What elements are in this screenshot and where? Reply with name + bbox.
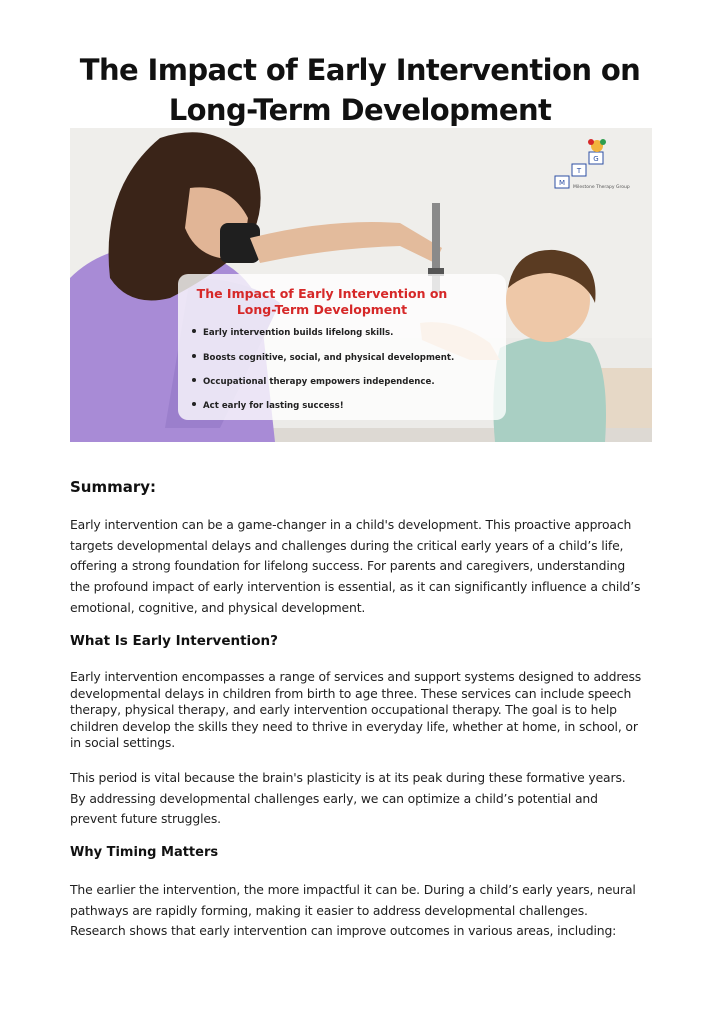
logo-caption: Milestone Therapy Group (573, 185, 630, 190)
card-bullet-4: Act early for lasting success! (203, 401, 344, 411)
timing-heading: Why Timing Matters (70, 845, 219, 860)
card-title-line1: The Impact of Early Intervention on (196, 286, 448, 301)
hero-illustration (70, 128, 652, 442)
timing-paragraph: The earlier the intervention, the more impactful it can be. During a child’s early years, neural pathways are rapidly forming, making it easier to address developmental challenges. Research shows that early intervention can improve outcomes in various areas, including: (70, 882, 636, 939)
logo-letter-t: T (576, 167, 582, 175)
card-bullet-3: Occupational therapy empowers independence. (203, 377, 435, 387)
period-paragraph: This period is vital because the brain's plasticity is at its peak during these formative years. By addressing developmental challenges early, we can optimize a child’s potential and prevent future struggles. (70, 770, 626, 827)
what-heading: What Is Early Intervention? (70, 633, 278, 649)
info-card (178, 274, 506, 420)
logo-letter-g: G (593, 155, 599, 163)
logo-letter-m: M (558, 179, 566, 187)
page-title: The Impact of Early Intervention on Long-Term Development (79, 53, 641, 127)
card-bullet-2: Boosts cognitive, social, and physical development. (203, 353, 455, 363)
summary-heading: Summary: (70, 478, 157, 496)
what-paragraph: Early intervention encompasses a range of services and support systems designed to address developmental delays in children from birth to age three. These services can include speech therapy, physical therapy, and early intervention occupational therapy. The goal is to help children develop the skills they need to thrive in everyday life, whether at home, in school, or in social settings. (70, 669, 642, 751)
card-bullet-1: Early intervention builds lifelong skills. (203, 328, 394, 338)
hero-image (70, 128, 652, 442)
card-title-line2: Long-Term Development (236, 302, 408, 317)
summary-paragraph: Early intervention can be a game-changer in a child's development. This proactive approach targets developmental delays and challenges during the critical early years of a child’s life, offering a strong foundation for lifelong success. For parents and caregivers, understanding the profound impact of early intervention is essential, as it can significantly influence a child’s emotional, cognitive, and physical development. (70, 517, 641, 615)
